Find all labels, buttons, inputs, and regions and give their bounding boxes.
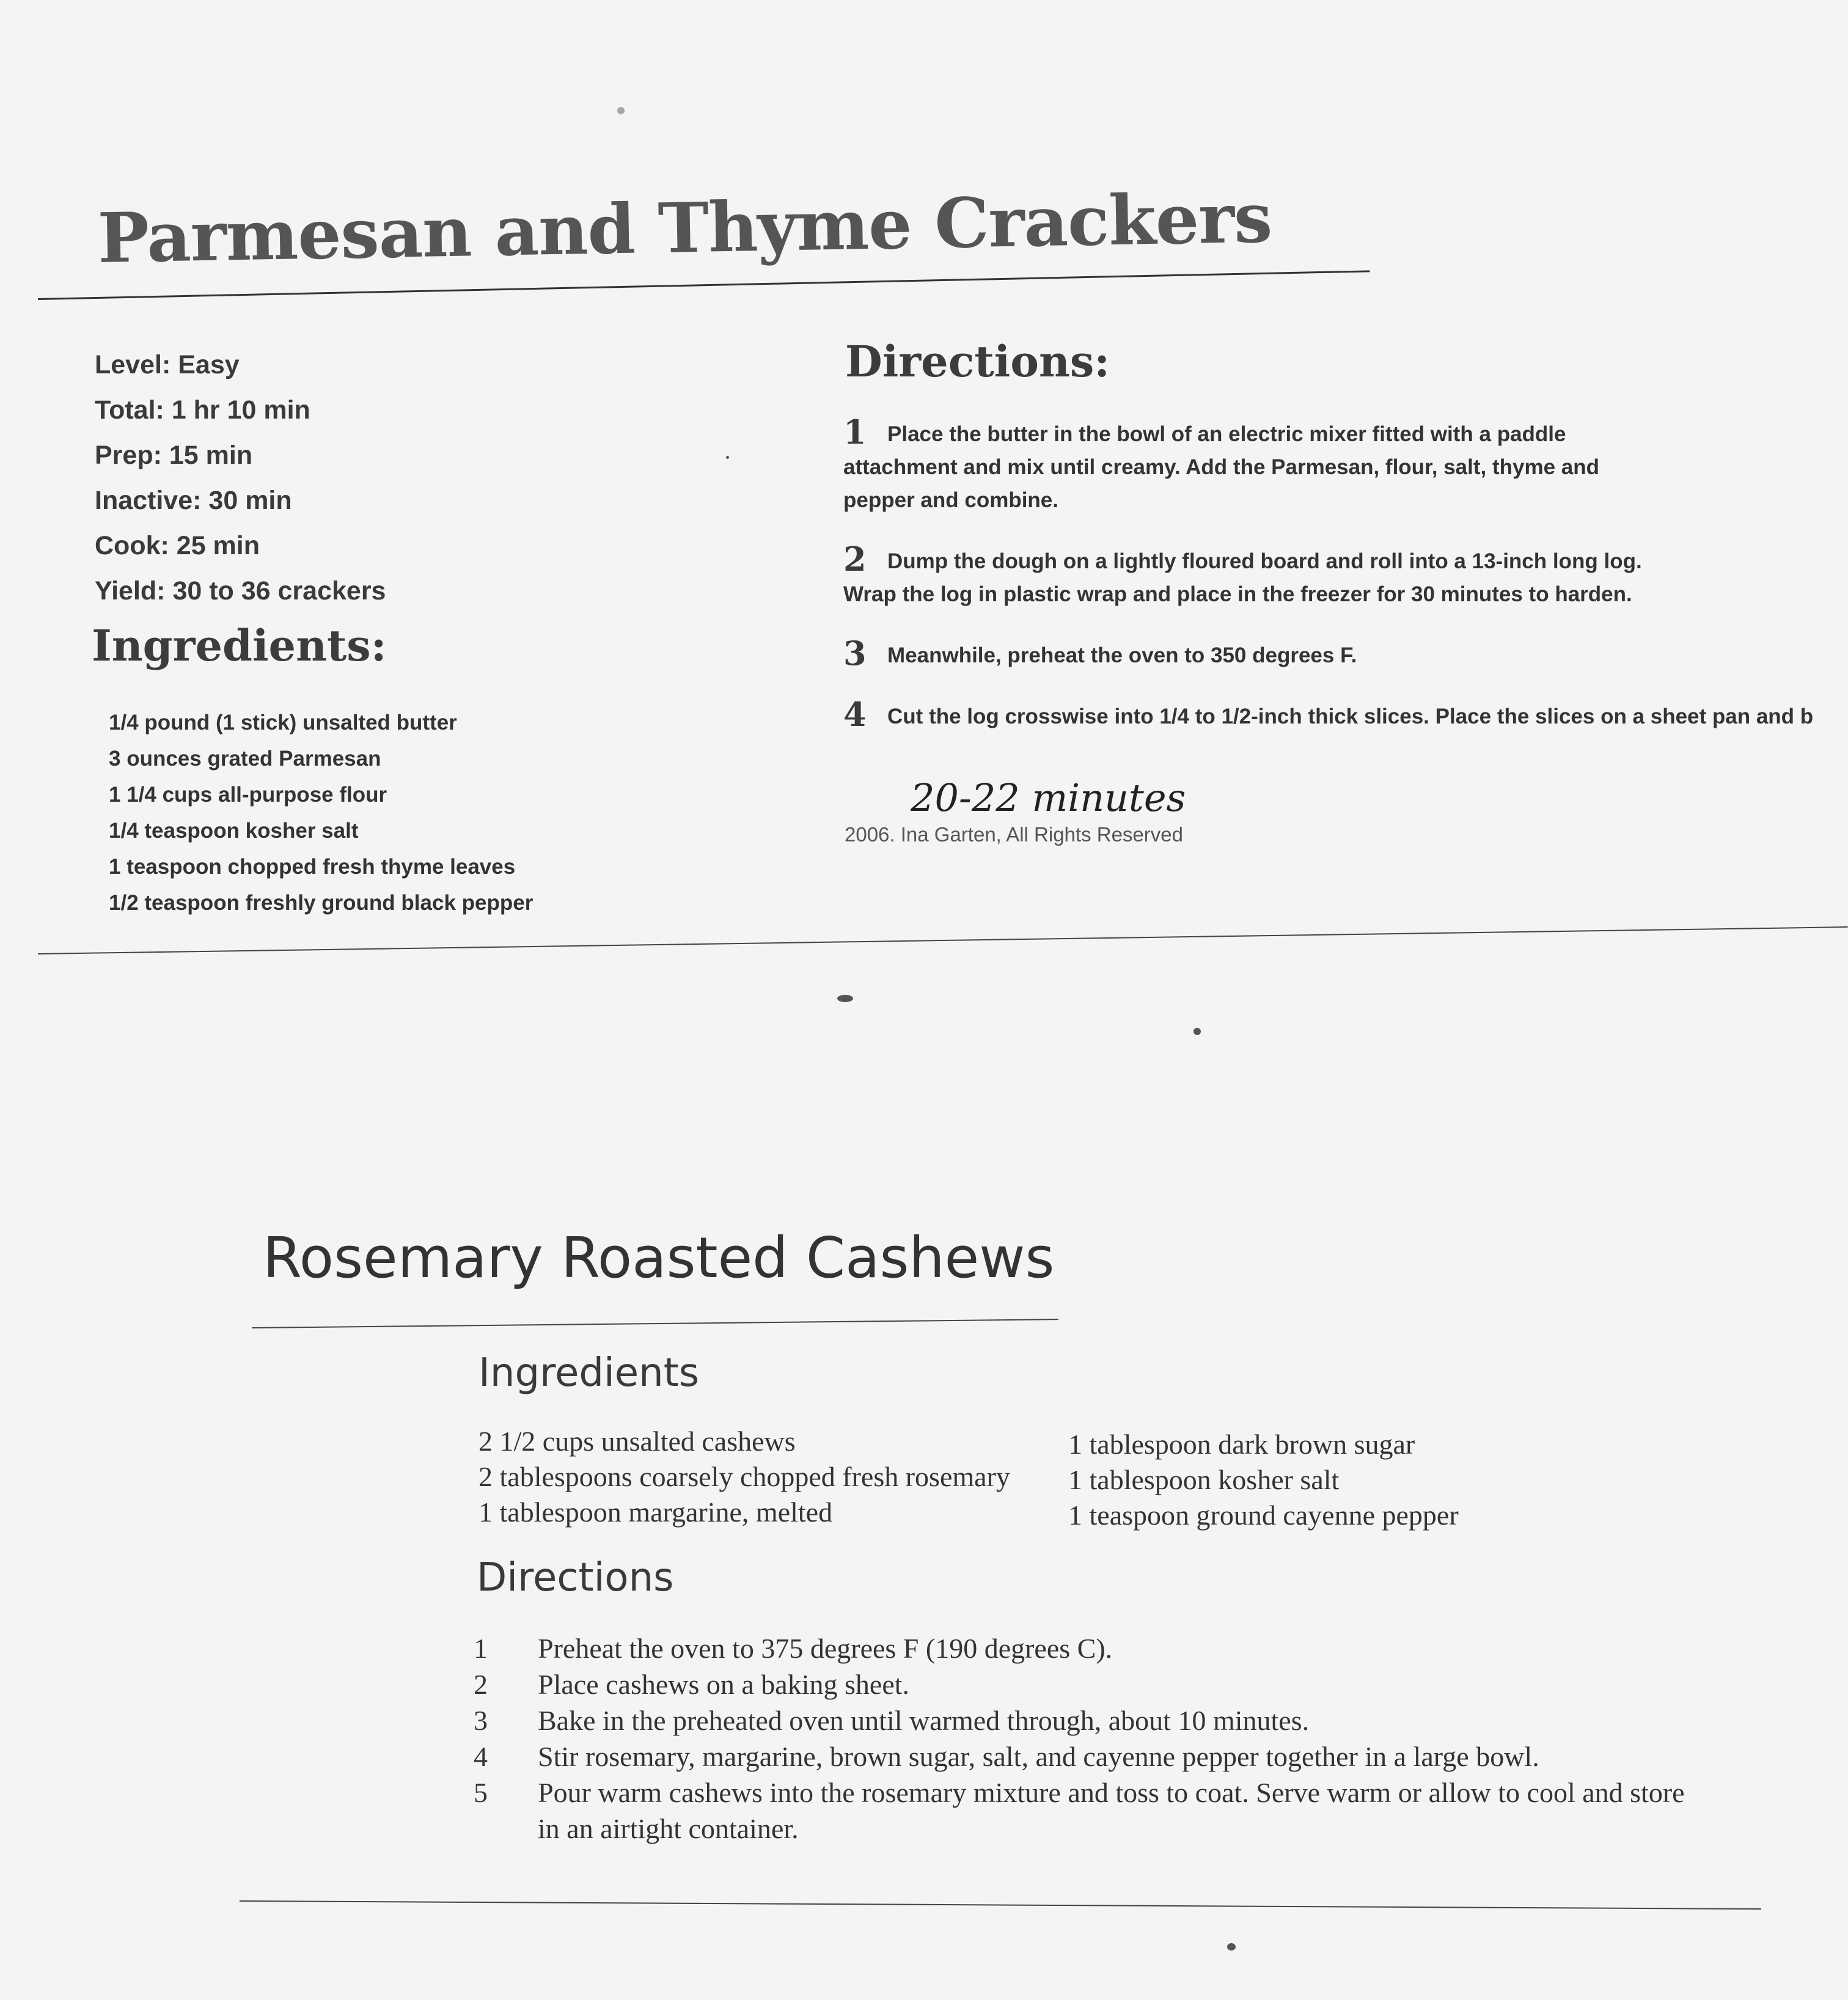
step-text: Bake in the preheated oven until warmed through, about 10 minutes. [538,1705,1310,1736]
svg-text:20-22 minutes: 20-22 minutes [911,775,1186,820]
direction-step [843,698,1848,733]
direction-step [474,1666,1684,1702]
list-item: 1 teaspoon ground cayenne pepper [1068,1500,1459,1531]
recipe1-directions-heading: Directions: [845,336,1110,387]
list-item: 1/4 pound (1 stick) unsalted butter [109,711,457,734]
step-number: 2 [474,1669,488,1700]
step-number: 1 [843,412,867,452]
step-text: Dump the dough on a lightly floured board and roll into a 13-inch long log. Wrap the log in plastic wrap and place in the freezer for 30 minutes to harden. [843,549,1642,606]
paper-speck [726,456,729,459]
step-number: 3 [474,1705,488,1736]
meta-cook: Cook: 25 min [95,531,260,560]
step-number: 2 [843,540,867,579]
recipe2-title-underline [252,1319,1058,1328]
list-item: 1/2 teaspoon freshly ground black pepper [109,891,534,915]
list-item: 2 1/2 cups unsalted cashews [479,1426,796,1457]
step-text: Cut the log crosswise into 1/4 to 1/2-inch thick slices. Place the slices on a sheet pan and b [887,705,1814,728]
paper-speck [1227,1943,1236,1951]
direction-step [474,1630,1684,1666]
step-text: Place cashews on a baking sheet. [538,1669,910,1700]
paper-speck [1194,1028,1201,1035]
step-number: 3 [843,634,867,673]
meta-prep: Prep: 15 min [95,441,253,470]
recipe1-title: Parmesan and Thyme Crackers [97,178,1273,279]
direction-step [843,412,1674,517]
step-text: Stir rosemary, margarine, brown sugar, salt, and cayenne pepper together in a large bowl. [538,1741,1539,1772]
meta-inactive: Inactive: 30 min [95,486,292,515]
step-text: Pour warm cashews into the rosemary mixture and toss to coat. Serve warm or allow to cool and store in an airtight container. [538,1777,1685,1844]
list-item: 1 tablespoon margarine, melted [479,1496,833,1528]
step-text: Place the butter in the bowl of an electric mixer fitted with a paddle attachment and mix until creamy. Add the Parmesan, flour, salt, thyme and pepper and combine. [843,422,1599,512]
list-item: 1 tablespoon dark brown sugar [1068,1429,1415,1460]
list-item: 2 tablespoons coarsely chopped fresh rosemary [479,1461,1010,1492]
direction-step [474,1775,1699,1847]
meta-total: Total: 1 hr 10 min [95,395,310,425]
paper-speck [837,995,853,1002]
direction-step [843,540,1674,611]
recipe2-ingredients-left [479,1424,1010,1530]
step-number: 1 [474,1633,488,1664]
recipe2-ingredients-heading: Ingredients [479,1350,700,1396]
list-item: 1 tablespoon kosher salt [1068,1464,1340,1495]
direction-step [474,1702,1684,1738]
step-number: 4 [843,698,867,733]
recipe1-ingredients-heading: Ingredients: [92,620,387,671]
recipe1-directions-list [843,412,1848,759]
step-number: 5 [474,1777,488,1808]
step-text: Preheat the oven to 375 degrees F (190 degrees C). [538,1633,1113,1664]
meta-level: Level: Easy [95,350,240,379]
paper-speck [617,107,625,114]
list-item: 3 ounces grated Parmesan [109,747,381,771]
direction-step [843,634,1674,673]
recipe2-bottom-divider [240,1900,1761,1910]
handwritten-note [911,773,1338,828]
step-text: Meanwhile, preheat the oven to 350 degrees F. [887,643,1357,667]
list-item: 1 teaspoon chopped fresh thyme leaves [109,855,516,879]
list-item: 1 1/4 cups all-purpose flour [109,783,387,807]
list-item: 1/4 teaspoon kosher salt [109,819,359,843]
recipe1-ingredients-list [109,705,598,921]
recipe2-ingredients-right [1068,1427,1459,1533]
recipe2-title: Rosemary Roasted Cashews [263,1225,1055,1291]
copyright-text: 2006. Ina Garten, All Rights Reserved [845,823,1183,846]
recipe2-directions-list [474,1630,1684,1847]
direction-step [474,1738,1684,1775]
recipe1-meta [95,342,474,614]
step-number: 4 [474,1741,488,1772]
recipe1-bottom-divider [38,926,1848,954]
recipe2-directions-heading: Directions [477,1555,674,1600]
meta-yield: Yield: 30 to 36 crackers [95,576,386,606]
